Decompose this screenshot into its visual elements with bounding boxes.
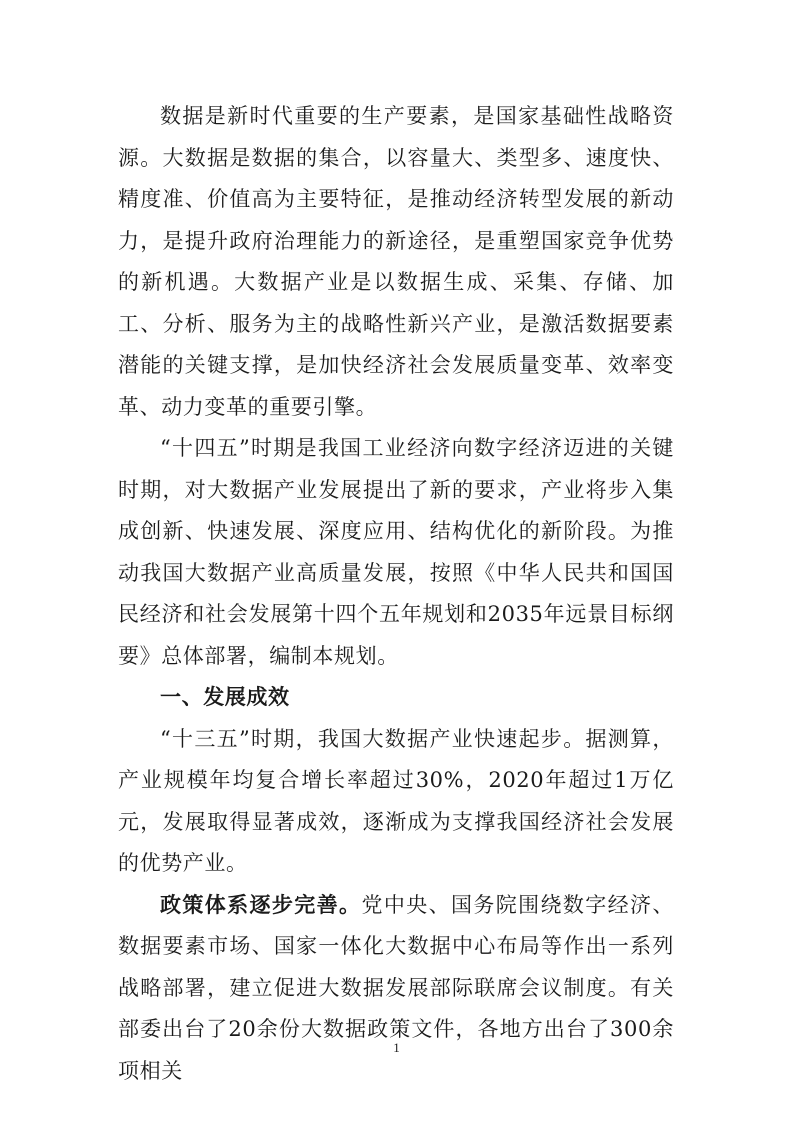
paragraph-body-text: 党中央、国务院围绕数字经济、数据要素市场、国家一体化大数据中心布局等作出一系列战略部署，建立促进大数据发展部际联席会议制度。有关部委出台了20余份大数据政策文件，各地方出台了300余项相关: [118, 892, 674, 1083]
paragraph-thirteenth-plan: “十三五”时期，我国大数据产业快速起步。据测算，产业规模年均复合增长率超过30%，2020年超过1万亿元，发展取得显著成效，逐渐成为支撑我国经济社会发展的优势产业。: [118, 726, 674, 875]
paragraph-policy-system: [118, 885, 674, 1093]
paragraph-lead-text: 政策体系逐步完善。: [160, 892, 362, 917]
paragraph-intro: 数据是新时代重要的生产要素，是国家基础性战略资源。大数据是数据的集合，以容量大、类型多、速度快、精度准、价值高为主要特征，是推动经济转型发展的新动力，是提升政府治理能力的新途径，是重塑国家竞争优势的新机遇。大数据产业是以数据生成、采集、存储、加工、分析、服务为主的战略性新兴产业，是激活数据要素潜能的关键支撑，是加快经济社会发展质量变革、效率变革、动力变革的重要引擎。: [118, 104, 674, 419]
page-number: 1: [393, 1040, 400, 1055]
section-heading-development-results: 一、发展成效: [160, 685, 290, 709]
document-body: [118, 96, 674, 1092]
paragraph-fourteenth-plan: “十四五”时期是我国工业经济向数字经济迈进的关键时期，对大数据产业发展提出了新的要求，产业将步入集成创新、快速发展、深度应用、结构优化的新阶段。为推动我国大数据产业高质量发展，按照《中华人民共和国国民经济和社会发展第十四个五年规划和2035年远景目标纲要》总体部署，编制本规划。: [118, 436, 674, 668]
